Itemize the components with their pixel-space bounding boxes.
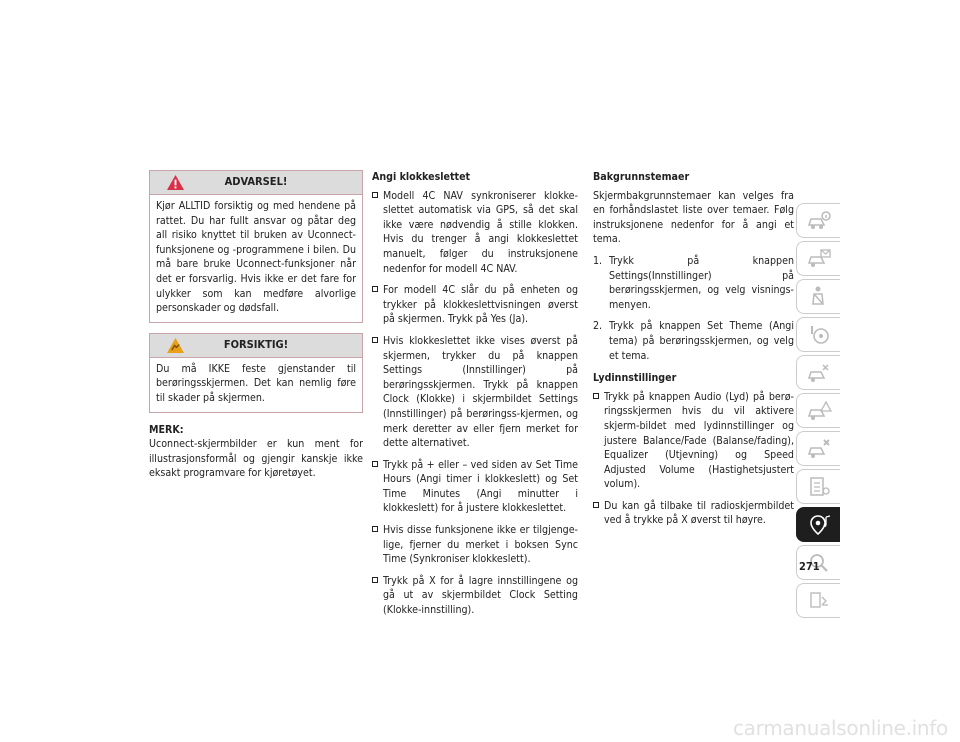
- bullet-square-icon: [372, 526, 378, 532]
- clock-bullet-4: Trykk på + eller – ved siden av Set Time Hours (Angi timer i klokkeslett) og Set Time Minutes (Angi minutter i klokkeslett) for å justere klokkeslettet.: [372, 458, 578, 516]
- clock-bullet-2: For modell 4C slår du på enheten og trykker på klokkeslettvisningen øverst på skjermen. Trykk på Yes (Ja).: [372, 283, 578, 327]
- steering-wheel-icon: [806, 323, 832, 347]
- clock-bullet-3: Hvis klokkeslettet ikke vises øverst på skjermen, trykker du på knappen Settings (Innstillinger) på berøringsskjermen. Trykk på knappen Clock (Klokke) i skjermbildet Settings (Innstillinger) på berøringss-kjermen, og merk deretter av eller fjern merket for dette alternativet.: [372, 334, 578, 451]
- tab-spec-list[interactable]: [796, 469, 840, 504]
- tab-car-start[interactable]: [796, 355, 840, 390]
- warning-box: [149, 170, 363, 323]
- warning-text: Kjør ALLTID forsiktig og med hendene på rattet. Du har fullt ansvar og påtar deg all risiko knyttet til bruken av Uconnect-funksjonene og -programmene i bilen. Du må bare bruke Uconnect-funksjoner når det er forsvarlig. Hvis ikke er det fare for ulykker som kan medføre alvorlige personskader og dødsfall.: [156, 200, 356, 315]
- bullet-square-icon: [593, 393, 599, 399]
- watermark: carmanualsonline.info: [732, 716, 948, 740]
- caution-header: [150, 334, 362, 358]
- tab-car-mail[interactable]: [796, 241, 840, 276]
- car-start-icon: [806, 361, 832, 385]
- multimedia-icon: [806, 513, 832, 537]
- left-column: [149, 170, 363, 481]
- note-text: Uconnect-skjermbilder er kun ment for illustrasjonsformål og gjengir kanskje ikke eksakt programvare for kjøretøyet.: [149, 438, 363, 480]
- bullet-square-icon: [593, 502, 599, 508]
- middle-column: [372, 170, 578, 625]
- index-icon: [806, 589, 832, 613]
- tab-car-info[interactable]: [796, 203, 840, 238]
- themes-heading: Bakgrunnstemaer: [593, 171, 690, 183]
- audio-bullet-1: Trykk på knappen Audio (Lyd) på berø-ringsskjermen hvis du vil aktivere skjerm-bildet med lydinnstillinger og justere Balance/Fade (Balanse/fading), Equalizer (Utjevning) og Speed Adjusted Volume (Hastighetsjustert volum).: [593, 390, 794, 492]
- warning-header: [150, 171, 362, 195]
- tab-car-hazard[interactable]: [796, 393, 840, 428]
- right-column: [593, 170, 794, 535]
- car-mail-icon: [806, 247, 832, 271]
- bullet-square-icon: [372, 286, 378, 292]
- car-info-icon: [806, 209, 832, 233]
- bullet-square-icon: [372, 461, 378, 467]
- themes-step-2: 2. Trykk på knappen Set Theme (Angi tema) på berøringsskjermen, og velg et tema.: [593, 320, 794, 362]
- tab-seatbelt[interactable]: [796, 279, 840, 314]
- seatbelt-icon: [806, 285, 832, 309]
- clock-bullet-1: Modell 4C NAV synkroniserer klokke-slettet automatisk via GPS, så det skal ikke være nødvendig å stille klokken. Hvis du trenger å angi klokkeslettet manuelt, følger du instruksjonene nedenfor for modell 4C NAV.: [372, 189, 578, 277]
- audio-heading: Lydinnstillinger: [593, 372, 677, 385]
- car-hazard-icon: [806, 399, 832, 423]
- warning-title: ADVARSEL!: [224, 175, 288, 188]
- tab-multimedia[interactable]: [796, 507, 840, 542]
- spec-list-icon: [806, 475, 832, 499]
- page-number: 271: [799, 560, 820, 573]
- bullet-square-icon: [372, 337, 378, 343]
- bullet-square-icon: [372, 192, 378, 198]
- tab-car-service[interactable]: [796, 431, 840, 466]
- clock-bullet-6: Trykk på X for å lagre innstillingene og gå ut av skjermbildet Clock Setting (Klokke-innstilling).: [372, 574, 578, 618]
- car-service-icon: [806, 437, 832, 461]
- caution-box: [149, 333, 363, 413]
- audio-bullet-2: Du kan gå tilbake til radioskjermbildet ved å trykke på X øverst til høyre.: [593, 499, 794, 528]
- tab-index[interactable]: [796, 583, 840, 618]
- chapter-tabs: [796, 203, 840, 621]
- note-title: MERK:: [149, 423, 184, 436]
- themes-intro: Skjermbakgrunnstemaer kan velges fra en forhåndslastet liste over temaer. Følg instruksjonene nedenfor for å angi et tema.: [593, 189, 794, 246]
- themes-step-1: 1. Trykk på knappen Settings(Innstillinger) på berøringsskjermen, og velg visnings-menyen.: [593, 254, 794, 311]
- bullet-square-icon: [372, 577, 378, 583]
- tab-steering[interactable]: [796, 317, 840, 352]
- caution-text: Du må IKKE feste gjenstander til berøringsskjermen. Det kan nemlig føre til skader på skjermen.: [156, 362, 356, 404]
- clock-bullet-5: Hvis disse funksjonene ikke er tilgjenge-lige, fjerner du merket i boksen Sync Time (Synkroniser klokkeslett).: [372, 523, 578, 567]
- clock-heading: Angi klokkeslettet: [372, 171, 471, 183]
- caution-title: FORSIKTIG!: [223, 337, 289, 351]
